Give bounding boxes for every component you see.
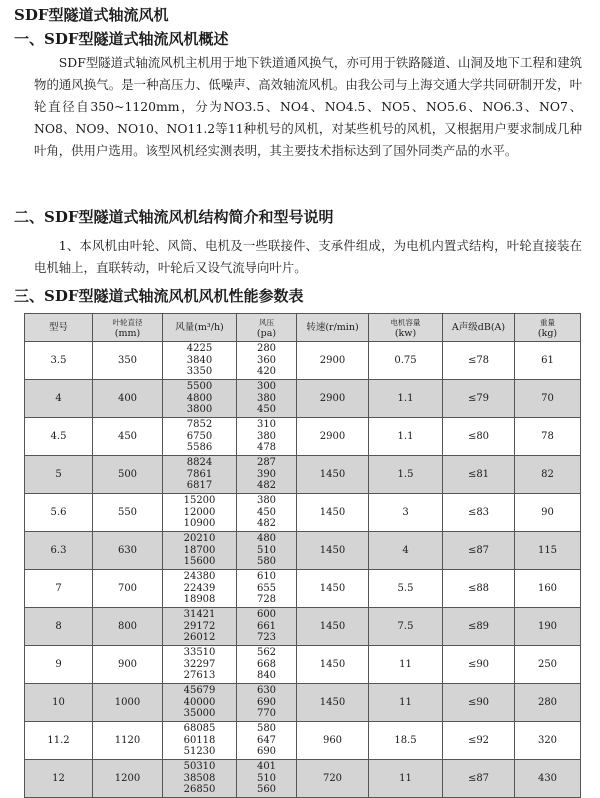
- header-pressure-unit: (pa): [256, 327, 277, 339]
- table-row: [25, 608, 581, 646]
- cell-power: 1.5: [369, 456, 443, 494]
- cell-diameter: 1200: [93, 760, 163, 798]
- header-flow-label: 风量(m³/h): [175, 322, 224, 333]
- cell-flow-value: 3800: [186, 404, 213, 416]
- cell-weight: 78: [515, 418, 581, 456]
- cell-pressure-value: 661: [256, 620, 277, 632]
- cell-diameter: 700: [93, 570, 163, 608]
- cell-model: 4: [25, 380, 93, 418]
- cell-model: 8: [25, 608, 93, 646]
- cell-pressure: [237, 684, 297, 722]
- cell-pressure-value: 280: [256, 343, 277, 355]
- cell-flow-value: 3350: [186, 366, 213, 378]
- cell-pressure-value: 287: [256, 457, 277, 469]
- section-1-heading: 一、SDF型隧道式轴流风机概述: [14, 30, 229, 48]
- cell-flow-value: 10900: [183, 518, 216, 530]
- cell-flow-value: 8824: [186, 457, 213, 469]
- header-model-label: 型号: [48, 322, 68, 333]
- cell-weight: 61: [515, 342, 581, 380]
- cell-pressure-value: 580: [256, 723, 277, 735]
- cell-pressure-value: 600: [256, 609, 277, 621]
- cell-power: 11: [369, 760, 443, 798]
- cell-flow-value: 5500: [186, 381, 213, 393]
- header-flow: [163, 314, 237, 342]
- table-row: [25, 494, 581, 532]
- cell-weight: 190: [515, 608, 581, 646]
- cell-speed: 2900: [297, 342, 369, 380]
- cell-noise: ≤90: [443, 684, 515, 722]
- cell-pressure-value: 478: [256, 442, 277, 454]
- cell-speed: 2900: [297, 380, 369, 418]
- cell-noise: ≤88: [443, 570, 515, 608]
- cell-model: 7: [25, 570, 93, 608]
- cell-pressure: [237, 646, 297, 684]
- cell-speed: 1450: [297, 570, 369, 608]
- header-speed-label: 转速(r/min): [306, 322, 359, 333]
- cell-noise: ≤89: [443, 608, 515, 646]
- cell-power: 4: [369, 532, 443, 570]
- section-1-paragraph: SDF型隧道式轴流风机主机用于地下铁道通风换气，亦可用于铁路隧道、山洞及地下工程和建筑物的通风换气。是一种高压力、低噪声、高效轴流风机。由我公司与上海交通大学共同研制开发，叶轮直径自350~1120mm，分为NO3.5、NO4、NO4.5、NO5、NO5.6、NO6.3、NO7、NO8、NO9、NO10、NO11.2等11种机号的风机，对某些机号的风机，又根据用户要求制成几种叶角，供用户选用。该型风机经实测表明，其主要技术指标达到了国外同类产品的水平。: [34, 55, 582, 158]
- cell-flow-value: 40000: [183, 696, 216, 708]
- cell-flow: [163, 494, 237, 532]
- cell-flow-value: 33510: [183, 647, 216, 659]
- cell-flow-value: 32297: [183, 658, 216, 670]
- cell-flow: [163, 570, 237, 608]
- header-weight-label: 重量: [540, 317, 555, 327]
- cell-speed: 1450: [297, 646, 369, 684]
- cell-flow-value: 6750: [186, 430, 213, 442]
- cell-speed: 1450: [297, 456, 369, 494]
- cell-flow-value: 7852: [186, 419, 213, 431]
- section-2-paragraph: 1、本风机由叶轮、风筒、电机及一些联接件、支承件组成，为电机内置式结构，叶轮直接装在电机轴上，直联转动，叶轮后又设气流导向叶片。: [34, 238, 582, 275]
- header-power-label: 电机容量: [390, 317, 421, 327]
- cell-power: 18.5: [369, 722, 443, 760]
- cell-pressure-value: 560: [256, 784, 277, 796]
- cell-flow-value: 7861: [186, 468, 213, 480]
- cell-pressure: [237, 456, 297, 494]
- cell-flow-value: 15600: [183, 556, 216, 568]
- cell-pressure: [237, 570, 297, 608]
- cell-diameter: 400: [93, 380, 163, 418]
- cell-pressure: [237, 722, 297, 760]
- cell-flow-value: 6817: [186, 480, 213, 492]
- cell-flow-value: 15200: [183, 495, 216, 507]
- cell-pressure-value: 580: [256, 556, 277, 568]
- cell-noise: ≤92: [443, 722, 515, 760]
- cell-pressure-value: 380: [256, 495, 277, 507]
- cell-speed: 720: [297, 760, 369, 798]
- cell-flow: [163, 456, 237, 494]
- cell-pressure-value: 690: [256, 696, 277, 708]
- table-row: [25, 684, 581, 722]
- cell-power: 5.5: [369, 570, 443, 608]
- header-speed: [297, 314, 369, 342]
- cell-pressure-value: 723: [256, 632, 277, 644]
- cell-pressure-value: 668: [256, 658, 277, 670]
- cell-speed: 1450: [297, 532, 369, 570]
- cell-pressure-value: 380: [256, 392, 277, 404]
- cell-model: 9: [25, 646, 93, 684]
- cell-weight: 115: [515, 532, 581, 570]
- table-row: [25, 646, 581, 684]
- header-diameter: [93, 314, 163, 342]
- cell-pressure-value: 510: [256, 544, 277, 556]
- table-row: [25, 380, 581, 418]
- cell-diameter: 630: [93, 532, 163, 570]
- header-noise-label: A声级dB(A): [451, 322, 506, 333]
- header-pressure: [237, 314, 297, 342]
- table-row: [25, 532, 581, 570]
- cell-diameter: 500: [93, 456, 163, 494]
- cell-pressure-value: 647: [256, 734, 277, 746]
- cell-weight: 250: [515, 646, 581, 684]
- cell-flow-value: 3840: [186, 354, 213, 366]
- cell-pressure: [237, 532, 297, 570]
- cell-noise: ≤78: [443, 342, 515, 380]
- cell-weight: 160: [515, 570, 581, 608]
- cell-flow-value: 50310: [183, 761, 216, 773]
- cell-diameter: 900: [93, 646, 163, 684]
- cell-speed: 1450: [297, 608, 369, 646]
- cell-speed: 960: [297, 722, 369, 760]
- cell-flow-value: 29172: [183, 620, 216, 632]
- cell-flow-value: 20210: [183, 533, 216, 545]
- cell-pressure: [237, 342, 297, 380]
- cell-diameter: 800: [93, 608, 163, 646]
- cell-flow-value: 24380: [183, 571, 216, 583]
- cell-flow: [163, 722, 237, 760]
- cell-flow-value: 5586: [186, 442, 213, 454]
- cell-diameter: 1000: [93, 684, 163, 722]
- cell-pressure-value: 482: [256, 480, 277, 492]
- cell-pressure-value: 480: [256, 533, 277, 545]
- cell-flow: [163, 760, 237, 798]
- cell-noise: ≤90: [443, 646, 515, 684]
- cell-pressure-value: 450: [256, 404, 277, 416]
- cell-flow-value: 27613: [183, 670, 216, 682]
- table-row: [25, 760, 581, 798]
- performance-table: [24, 313, 581, 798]
- cell-pressure-value: 380: [256, 430, 277, 442]
- cell-model: 12: [25, 760, 93, 798]
- cell-flow-value: 38508: [183, 772, 216, 784]
- cell-pressure-value: 390: [256, 468, 277, 480]
- table-header-row: [25, 314, 581, 342]
- cell-flow-value: 68085: [183, 723, 216, 735]
- cell-flow: [163, 608, 237, 646]
- cell-model: 5.6: [25, 494, 93, 532]
- cell-power: 3: [369, 494, 443, 532]
- header-pressure-label: 风压: [259, 317, 274, 327]
- header-power: [369, 314, 443, 342]
- table-row: [25, 722, 581, 760]
- cell-pressure-value: 310: [256, 419, 277, 431]
- cell-pressure-value: 655: [256, 582, 277, 594]
- cell-pressure-value: 300: [256, 381, 277, 393]
- cell-power: 1.1: [369, 380, 443, 418]
- cell-pressure: [237, 494, 297, 532]
- header-weight: [515, 314, 581, 342]
- cell-flow-value: 45679: [183, 685, 216, 697]
- cell-pressure-value: 630: [256, 685, 277, 697]
- cell-power: 11: [369, 684, 443, 722]
- cell-flow: [163, 684, 237, 722]
- table-row: [25, 418, 581, 456]
- cell-pressure-value: 610: [256, 571, 277, 583]
- section-3-heading: 三、SDF型隧道式轴流风机风机性能参数表: [14, 287, 304, 305]
- cell-pressure-value: 840: [256, 670, 277, 682]
- header-noise: [443, 314, 515, 342]
- cell-pressure: [237, 418, 297, 456]
- cell-flow: [163, 380, 237, 418]
- cell-diameter: 1120: [93, 722, 163, 760]
- cell-pressure: [237, 760, 297, 798]
- cell-weight: 70: [515, 380, 581, 418]
- cell-flow: [163, 532, 237, 570]
- table-row: [25, 570, 581, 608]
- cell-diameter: 350: [93, 342, 163, 380]
- cell-power: 0.75: [369, 342, 443, 380]
- header-diameter-unit: (mm): [114, 327, 141, 339]
- cell-speed: 2900: [297, 418, 369, 456]
- cell-flow-value: 18908: [183, 594, 216, 606]
- table-row: [25, 342, 581, 380]
- cell-pressure: [237, 380, 297, 418]
- cell-noise: ≤80: [443, 418, 515, 456]
- cell-model: 5: [25, 456, 93, 494]
- cell-pressure-value: 728: [256, 594, 277, 606]
- cell-diameter: 550: [93, 494, 163, 532]
- cell-noise: ≤81: [443, 456, 515, 494]
- cell-diameter: 450: [93, 418, 163, 456]
- cell-model: 3.5: [25, 342, 93, 380]
- cell-model: 6.3: [25, 532, 93, 570]
- cell-flow-value: 31421: [183, 609, 216, 621]
- cell-flow-value: 26850: [183, 784, 216, 796]
- cell-flow-value: 51230: [183, 746, 216, 758]
- cell-flow-value: 22439: [183, 582, 216, 594]
- section-2-heading: 二、SDF型隧道式轴流风机结构简介和型号说明: [14, 208, 334, 226]
- cell-pressure-value: 360: [256, 354, 277, 366]
- cell-pressure-value: 482: [256, 518, 277, 530]
- cell-speed: 1450: [297, 684, 369, 722]
- cell-pressure-value: 401: [256, 761, 277, 773]
- cell-flow: [163, 418, 237, 456]
- cell-pressure-value: 690: [256, 746, 277, 758]
- cell-flow: [163, 646, 237, 684]
- header-weight-unit: (kg): [537, 327, 558, 339]
- cell-power: 1.1: [369, 418, 443, 456]
- header-model: [25, 314, 93, 342]
- cell-weight: 90: [515, 494, 581, 532]
- cell-noise: ≤87: [443, 760, 515, 798]
- cell-flow-value: 35000: [183, 708, 216, 720]
- cell-pressure: [237, 608, 297, 646]
- cell-speed: 1450: [297, 494, 369, 532]
- cell-noise: ≤83: [443, 494, 515, 532]
- cell-weight: 430: [515, 760, 581, 798]
- cell-flow-value: 4800: [186, 392, 213, 404]
- cell-flow-value: 60118: [183, 734, 216, 746]
- cell-pressure-value: 510: [256, 772, 277, 784]
- cell-pressure-value: 420: [256, 366, 277, 378]
- cell-model: 11.2: [25, 722, 93, 760]
- cell-flow: [163, 342, 237, 380]
- cell-flow-value: 12000: [183, 506, 216, 518]
- cell-flow-value: 26012: [183, 632, 216, 644]
- cell-model: 4.5: [25, 418, 93, 456]
- document-title: SDF型隧道式轴流风机: [14, 6, 169, 24]
- cell-flow-value: 18700: [183, 544, 216, 556]
- table-row: [25, 456, 581, 494]
- cell-weight: 320: [515, 722, 581, 760]
- cell-noise: ≤87: [443, 532, 515, 570]
- cell-power: 11: [369, 646, 443, 684]
- cell-pressure-value: 770: [256, 708, 277, 720]
- cell-flow-value: 4225: [186, 343, 213, 355]
- header-diameter-label: 叶轮直径: [112, 317, 143, 327]
- cell-power: 7.5: [369, 608, 443, 646]
- header-power-unit: (kw): [394, 327, 417, 339]
- cell-weight: 82: [515, 456, 581, 494]
- cell-model: 10: [25, 684, 93, 722]
- cell-weight: 280: [515, 684, 581, 722]
- cell-pressure-value: 450: [256, 506, 277, 518]
- cell-noise: ≤79: [443, 380, 515, 418]
- cell-pressure-value: 562: [256, 647, 277, 659]
